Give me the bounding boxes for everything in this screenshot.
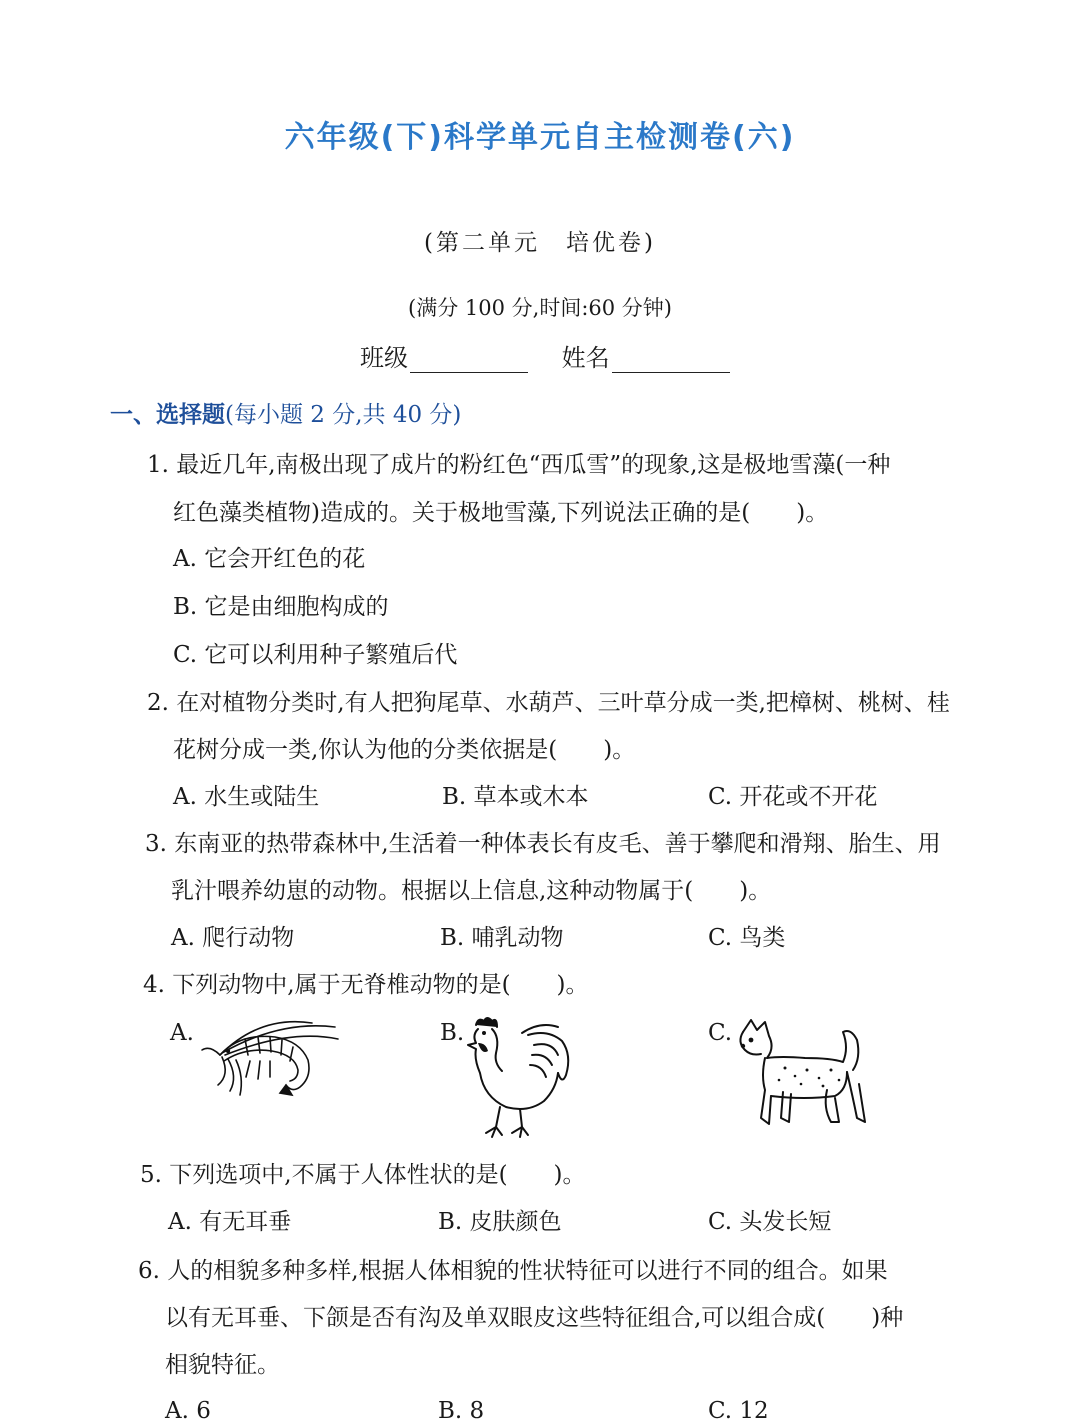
question-5-option-c[interactable]: C. 头发长短 — [708, 1209, 832, 1235]
question-4-option-a[interactable]: A. — [170, 1020, 194, 1046]
question-6-option-c[interactable]: C. 12 — [708, 1398, 769, 1424]
question-6-line-1: 6. 人的相貌多种多样,根据人体相貌的性状特征可以进行不同的组合。如果 — [138, 1258, 888, 1284]
question-6-option-a[interactable]: A. 6 — [165, 1398, 211, 1424]
question-6-line-2: 以有无耳垂、下颌是否有沟及单双眼皮这些特征组合,可以组合成( )种 — [165, 1305, 904, 1331]
question-2-option-a[interactable]: A. 水生或陆生 — [173, 784, 320, 810]
name-blank[interactable] — [612, 346, 730, 373]
class-label: 班级 — [360, 344, 408, 372]
question-1-option-c[interactable]: C. 它可以利用种子繁殖后代 — [173, 642, 458, 668]
question-1-line-2: 红色藻类植物)造成的。关于极地雪藻,下列说法正确的是( )。 — [173, 500, 829, 526]
dog-icon — [735, 1018, 870, 1133]
question-2-option-c[interactable]: C. 开花或不开花 — [708, 784, 878, 810]
question-6-line-3: 相貌特征。 — [165, 1352, 280, 1378]
question-5-option-b[interactable]: B. 皮肤颜色 — [438, 1209, 562, 1235]
question-1-line-1: 1. 最近几年,南极出现了成片的粉红色“西瓜雪”的现象,这是极地雪藻(一种 — [147, 452, 891, 478]
question-5-line-1: 5. 下列选项中,不属于人体性状的是( )。 — [140, 1162, 586, 1188]
class-blank[interactable] — [410, 346, 528, 373]
page-title: 六年级(下)科学单元自主检测卷(六) — [284, 120, 796, 155]
section-title: 选择题 — [156, 402, 225, 428]
name-label: 姓名 — [561, 344, 610, 372]
section-number: 一、 — [110, 402, 156, 428]
exam-info: (满分 100 分,时间:60 分钟) — [408, 296, 672, 320]
student-info-row — [360, 338, 756, 373]
question-2-option-b[interactable]: B. 草本或木本 — [442, 784, 589, 810]
question-4-line-1: 4. 下列动物中,属于无脊椎动物的是( )。 — [143, 972, 589, 998]
question-3-option-b[interactable]: B. 哺乳动物 — [440, 925, 564, 951]
question-4-option-c[interactable]: C. — [708, 1020, 733, 1046]
question-5-option-a[interactable]: A. 有无耳垂 — [168, 1209, 292, 1235]
shrimp-icon — [200, 1015, 340, 1100]
question-6-option-b[interactable]: B. 8 — [438, 1398, 485, 1424]
question-3-option-a[interactable]: A. 爬行动物 — [171, 925, 295, 951]
question-2-line-1: 2. 在对植物分类时,有人把狗尾草、水葫芦、三叶草分成一类,把樟树、桃树、桂 — [147, 690, 950, 716]
question-1-option-a[interactable]: A. 它会开红色的花 — [173, 546, 366, 572]
page-subtitle: (第二单元 培优卷) — [424, 230, 656, 256]
section-heading — [110, 396, 461, 429]
question-2-line-2: 花树分成一类,你认为他的分类依据是( )。 — [173, 737, 636, 763]
rooster-icon — [462, 1015, 574, 1140]
question-1-option-b[interactable]: B. 它是由细胞构成的 — [173, 594, 389, 620]
section-note: (每小题 2 分,共 40 分) — [225, 402, 462, 428]
question-3-line-2: 乳汁喂养幼崽的动物。根据以上信息,这种动物属于( )。 — [171, 878, 772, 904]
question-3-option-c[interactable]: C. 鸟类 — [708, 925, 786, 951]
question-3-line-1: 3. 东南亚的热带森林中,生活着一种体表长有皮毛、善于攀爬和滑翔、胎生、用 — [145, 831, 941, 857]
question-4-option-b[interactable]: B. — [440, 1020, 465, 1046]
